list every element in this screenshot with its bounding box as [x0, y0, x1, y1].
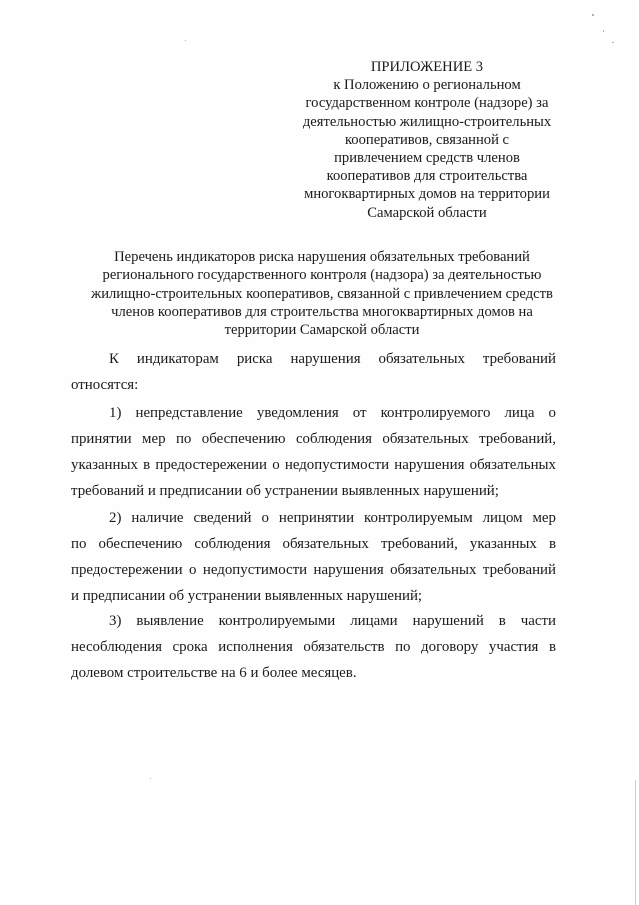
paragraph-line: предостережении о недопустимости нарушения обязательных требований — [71, 562, 556, 578]
title-line: регионального государственного контроля (надзора) за деятельностью — [102, 267, 542, 284]
appendix-ref-line: кооперативов для строительства — [326, 168, 528, 185]
indicator-item-1 — [71, 400, 556, 504]
paragraph-line: 3) выявление контролируемыми лицами нарушений в части — [109, 613, 556, 629]
intro-paragraph — [71, 346, 556, 398]
appendix-ref-line: деятельностью жилищно-строительных — [302, 113, 552, 130]
document-title — [60, 248, 584, 339]
scan-edge — [635, 780, 636, 905]
paragraph-line: долевом строительстве на 6 и более месяцев. — [71, 665, 357, 681]
paragraph-line: 1) непредставление уведомления от контролируемого лица о — [109, 405, 556, 421]
appendix-ref-line: многоквартирных домов на территории — [304, 186, 550, 203]
paragraph-line: указанных в предостережении о недопустимости нарушения обязательных — [71, 457, 556, 473]
scan-speck — [603, 30, 604, 32]
appendix-ref-line: государственном контроле (надзоре) за — [305, 95, 549, 112]
paragraph-line: требований и предписании об устранении выявленных нарушений; — [71, 483, 499, 499]
paragraph-line: К индикаторам риска нарушения обязательных требований — [109, 351, 556, 367]
title-line: территории Самарской области — [224, 322, 420, 339]
appendix-ref-line: к Положению о региональном — [333, 77, 521, 94]
title-line: членов кооперативов для строительства многоквартирных домов на — [111, 303, 533, 320]
scan-speck — [612, 42, 614, 43]
paragraph-line: принятии мер по обеспечению соблюдения обязательных требований, — [71, 431, 556, 447]
appendix-header — [296, 58, 558, 222]
paragraph-line: и предписании об устранении выявленных нарушений; — [71, 588, 423, 604]
paragraph-line: 2) наличие сведений о непринятии контролируемым лицом мер — [109, 510, 556, 526]
paragraph-line: по обеспечению соблюдения обязательных требований, указанных в — [71, 536, 556, 552]
scan-speck — [592, 14, 594, 16]
paragraph-line: несоблюдения срока исполнения обязательств по договору участия в — [71, 639, 556, 655]
appendix-ref-line: кооперативов, связанной с — [344, 131, 510, 148]
indicator-item-3 — [71, 608, 556, 686]
appendix-ref-line: привлечением средств членов — [334, 150, 520, 167]
indicator-item-2 — [71, 505, 556, 609]
appendix-number: ПРИЛОЖЕНИЕ 3 — [370, 59, 484, 75]
appendix-ref-line: Самарской области — [367, 204, 487, 221]
title-line: Перечень индикаторов риска нарушения обязательных требований — [114, 249, 530, 265]
scan-speck — [150, 778, 151, 779]
scan-speck — [185, 40, 186, 41]
paragraph-line: относятся: — [71, 377, 139, 393]
title-line: жилищно-строительных кооперативов, связанной с привлечением средств — [91, 285, 553, 302]
